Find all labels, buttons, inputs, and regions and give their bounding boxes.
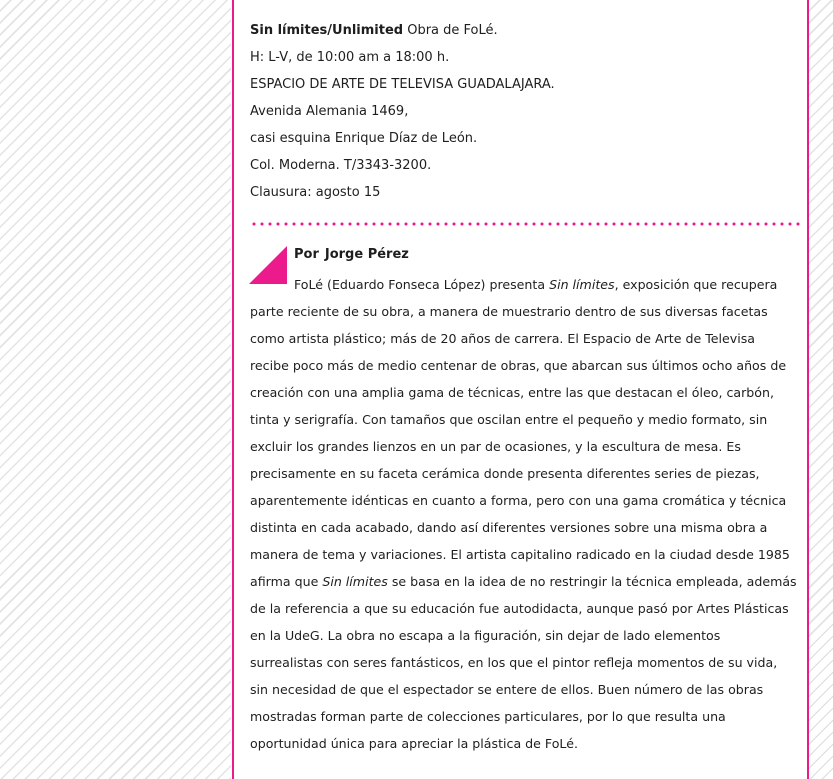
exhibition-venue: ESPACIO DE ARTE DE TELEVISA GUADALAJARA. — [250, 77, 555, 92]
body-line: de la referencia a que su educación fue autodidacta, aunque pasó por Artes Plásticas — [250, 601, 789, 616]
dotted-separator — [250, 222, 802, 226]
byline-prefix: Por — [294, 247, 319, 262]
body-line: precisamente en su faceta cerámica donde presenta diferentes series de piezas, — [250, 466, 760, 481]
body-line: distinta en cada acabado, dando así diferentes versiones sobre una misma obra a — [250, 520, 768, 535]
body-line: oportunidad única para apreciar la plástica de FoLé. — [250, 736, 578, 751]
body-line: aparentemente idénticas en cuanto a forma, pero con una gama cromática y técnica — [250, 493, 787, 508]
article-card — [232, 0, 809, 779]
left-striped-margin — [0, 0, 231, 779]
body-line: parte reciente de su obra, a manera de muestrario dentro de sus diversas facetas — [250, 304, 768, 319]
exhibition-address: Avenida Alemania 1469, — [250, 104, 409, 119]
exhibition-title-line — [250, 17, 790, 44]
body-line: sin necesidad de que el espectador se entere de ellos. Buen número de las obras — [250, 682, 764, 697]
body-line: como artista plástico; más de 20 años de carrera. El Espacio de Arte de Televisa — [250, 331, 755, 346]
right-striped-margin — [809, 0, 833, 779]
exhibition-hours: H: L-V, de 10:00 am a 18:00 h. — [250, 50, 450, 65]
body-line: en la UdeG. La obra no escapa a la figuración, sin dejar de lado elementos — [250, 628, 721, 643]
exhibition-title: Sin límites/Unlimited — [250, 23, 404, 38]
body-line: tinta y serigrafía. Con tamaños que oscilan entre el pequeño y medio formato, sin — [250, 412, 768, 427]
exhibition-title-rest: Obra de FoLé. — [403, 23, 498, 38]
article-body — [250, 271, 802, 757]
work-title-emphasis: Sin límites — [549, 277, 615, 292]
exhibition-closing: Clausura: agosto 15 — [250, 185, 381, 200]
body-line: creación con una amplia gama de técnicas, entre las que destacan el óleo, carbón, — [250, 385, 774, 400]
body-line: afirma que Sin límites se basa en la idea de no restringir la técnica empleada, además — [250, 574, 797, 589]
exhibition-address-corner: casi esquina Enrique Díaz de León. — [250, 131, 478, 146]
body-line: mostradas forman parte de colecciones particulares, por lo que resulta una — [250, 709, 726, 724]
body-line: excluir los grandes lienzos en un par de ocasiones, y la escultura de mesa. Es — [250, 439, 741, 454]
body-line: FoLé (Eduardo Fonseca López) presenta Sin límites, exposición que recupera — [294, 277, 778, 292]
body-line: surrealistas con seres fantásticos, en los que el pintor refleja momentos de su vida, — [250, 655, 778, 670]
body-line: recibe poco más de medio centenar de obras, que abarcan sus últimos ocho años de — [250, 358, 787, 373]
byline-author: Jorge Pérez — [324, 247, 409, 262]
exhibition-colonia-phone: Col. Moderna. T/3343-3200. — [250, 158, 432, 173]
body-line: manera de tema y variaciones. El artista capitalino radicado en la ciudad desde 1985 — [250, 547, 790, 562]
work-title-emphasis: Sin límites — [322, 574, 388, 589]
article-byline — [294, 246, 409, 264]
exhibition-info — [250, 17, 790, 206]
